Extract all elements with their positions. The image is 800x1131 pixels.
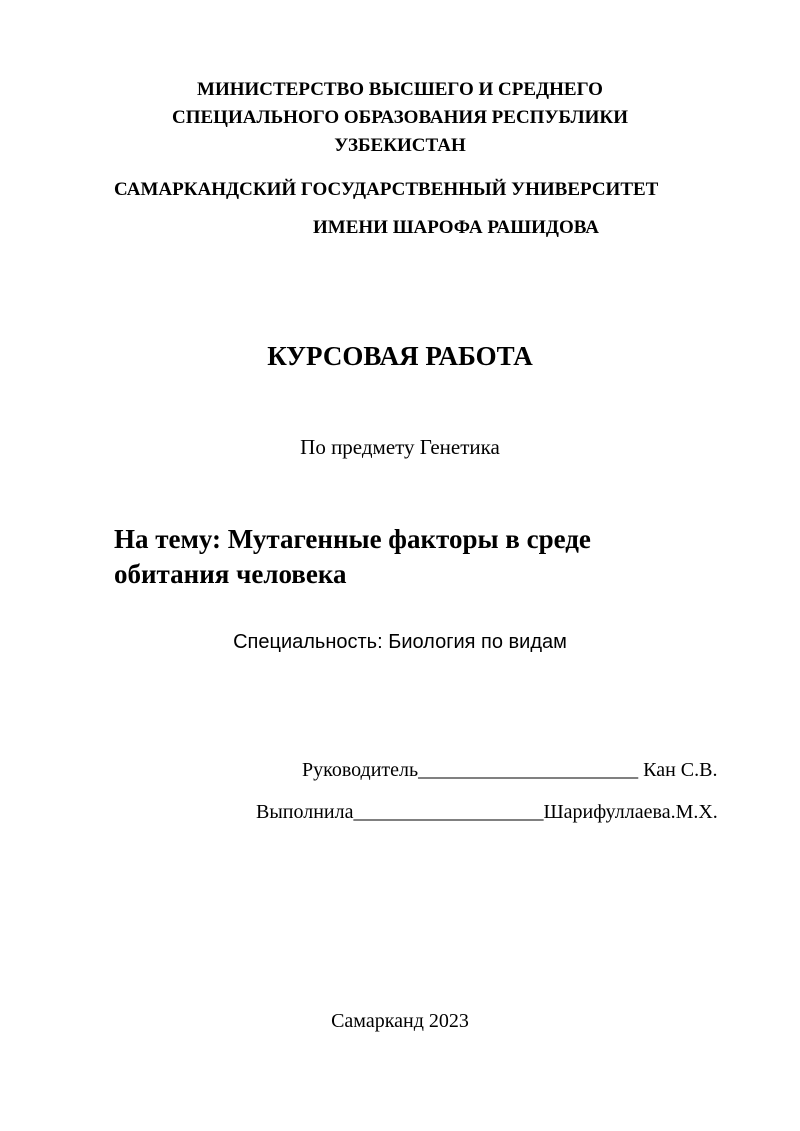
ministry-line-2: СПЕЦИАЛЬНОГО ОБРАЗОВАНИЯ РЕСПУБЛИКИ bbox=[172, 107, 628, 128]
performer-line: Выполнила___________________Шарифуллаева.М.Х. bbox=[256, 801, 718, 823]
university-line-1: САМАРКАНДСКИЙ ГОСУДАРСТВЕННЫЙ УНИВЕРСИТЕТ bbox=[114, 179, 659, 200]
specialty-line: Специальность: Биология по видам bbox=[233, 631, 567, 653]
supervisor-line: Руководитель______________________ Кан С.В. bbox=[302, 759, 718, 781]
ministry-line-1: МИНИСТЕРСТВО ВЫСШЕГО И СРЕДНЕГО bbox=[197, 79, 603, 100]
university-line-2: ИМЕНИ ШАРОФА РАШИДОВА bbox=[313, 217, 599, 238]
ministry-line-3: УЗБЕКИСТАН bbox=[334, 135, 466, 156]
topic-line-2: обитания человека bbox=[114, 559, 347, 589]
city-year: Самарканд 2023 bbox=[331, 1010, 469, 1032]
subject-line: По предмету Генетика bbox=[300, 435, 500, 459]
topic-line-1: На тему: Мутагенные факторы в среде bbox=[114, 524, 591, 554]
work-type-title: КУРСОВАЯ РАБОТА bbox=[267, 341, 533, 371]
